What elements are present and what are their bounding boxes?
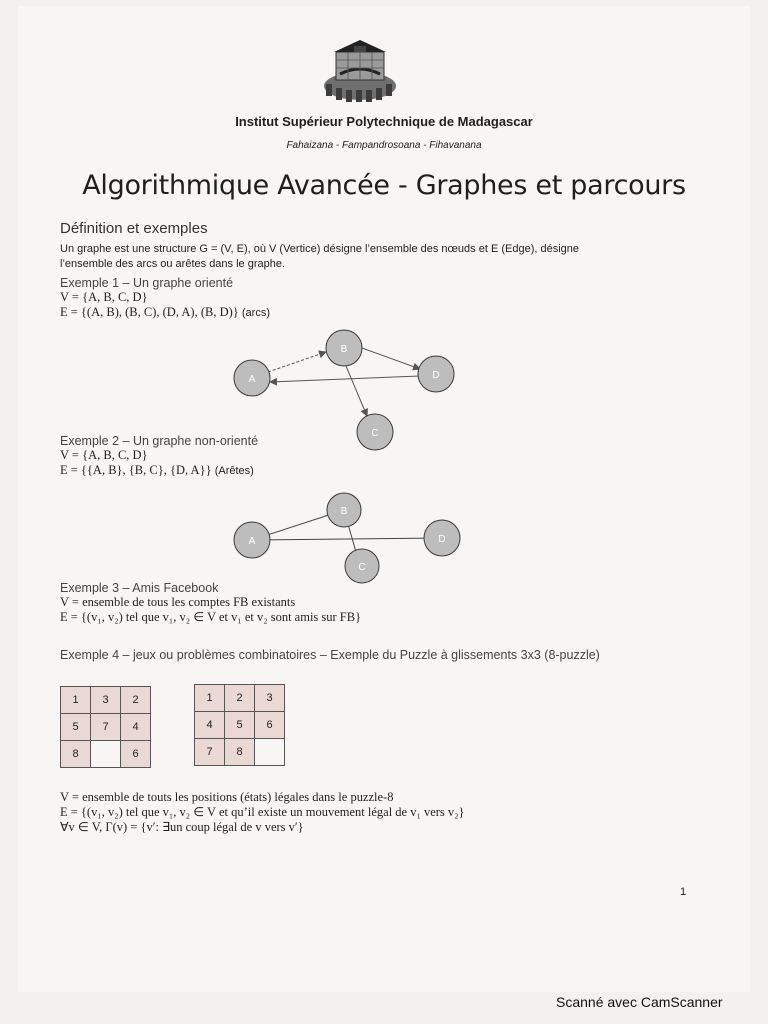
page-title: Algorithmique Avancée - Graphes et parcours (82, 170, 686, 201)
section-heading: Définition et exemples (60, 220, 208, 237)
example-1-label: Exemple 1 – Un graphe orienté (60, 276, 234, 290)
definition-line-1: Un graphe est une structure G = (V, E), où V (Vertice) désigne l’ensemble des nœuds et E (Edge), désigne (60, 243, 580, 255)
puzzle-cell: 2 (121, 687, 151, 714)
puzzle-cell: 6 (121, 741, 151, 768)
svg-text:B: B (340, 506, 348, 517)
example-2-edges-set: E = {{A, B}, {B, C}, {D, A}} (60, 463, 212, 477)
puzzle-empty-cell (255, 739, 285, 766)
example-1-vertices: V = {A, B, C, D} (60, 290, 148, 304)
example-1-edges (60, 305, 270, 321)
example-1-edges-set: E = {(A, B), (B, C), (D, A), (B, D)} (60, 305, 239, 319)
svg-text:D: D (438, 534, 446, 545)
definition-paragraph (60, 242, 700, 272)
institute-name: Institut Supérieur Polytechnique de Madagascar (235, 114, 533, 129)
edge-d-a (270, 376, 420, 382)
example-1-note: (arcs) (241, 307, 270, 319)
institute-motto: Fahaizana - Fampandrosoana - Fihavanana (286, 140, 482, 151)
puzzle-cell: 1 (195, 685, 225, 712)
edge-b-c (346, 366, 367, 416)
puzzle-cell: 6 (255, 712, 285, 739)
page-number: 1 (680, 886, 687, 898)
puzzle-empty-cell (91, 741, 121, 768)
puzzle-cell: 5 (225, 712, 255, 739)
example-2-edges (60, 463, 258, 479)
puzzle-cell: 1 (61, 687, 91, 714)
institute-logo (320, 38, 400, 104)
puzzle-cell: 8 (225, 739, 255, 766)
undirected-graph (220, 490, 470, 586)
scanner-watermark: Scanné avec CamScanner (556, 994, 723, 1010)
example-3-edges: E = {(v₁, v₂) tel que v₁, v₂ ∈ V et v₁ et v₂ sont amis sur FB} (60, 610, 362, 624)
svg-text:A: A (248, 374, 256, 385)
node-b (327, 493, 361, 527)
example-2-vertices: V = {A, B, C, D} (60, 448, 148, 462)
puzzle-goal-grid (194, 684, 285, 766)
svg-text:A: A (248, 536, 256, 547)
puzzle-start-grid (60, 686, 151, 768)
node-a (234, 522, 270, 558)
example-3 (60, 581, 361, 625)
puzzle-cell: 7 (195, 739, 225, 766)
node-a (234, 360, 270, 396)
node-c (345, 549, 379, 583)
example-4-edges: E = {(v₁, v₂) tel que v₁, v₂ ∈ V et qu’il existe un mouvement légal de v₁ vers v₂} (60, 805, 465, 819)
example-3-label: Exemple 3 – Amis Facebook (60, 581, 219, 595)
example-1 (60, 276, 270, 321)
svg-text:D: D (432, 370, 440, 381)
example-4-vertices: V = ensemble de touts les positions (états) légales dans le puzzle-8 (60, 790, 394, 804)
svg-text:C: C (371, 428, 379, 439)
puzzle-cell: 2 (225, 685, 255, 712)
definition-line-2: l’ensemble des arcs ou arêtes dans le graphe. (60, 258, 286, 270)
edge-a-b (268, 352, 326, 372)
example-4-label: Exemple 4 – jeux ou problèmes combinatoires – Exemple du Puzzle à glissements 3x3 (8-puzzle) (60, 648, 600, 662)
example-4-definitions (60, 790, 465, 835)
node-c (357, 414, 393, 450)
svg-text:C: C (358, 562, 366, 573)
node-b (326, 330, 362, 366)
example-2-note: (Arêtes) (214, 465, 254, 477)
edge-b-d (362, 348, 420, 369)
puzzle-cell: 3 (91, 687, 121, 714)
puzzle-cell: 5 (61, 714, 91, 741)
puzzle-cell: 3 (255, 685, 285, 712)
example-2-label: Exemple 2 – Un graphe non-orienté (60, 434, 259, 448)
node-d (424, 520, 460, 556)
svg-text:B: B (340, 344, 348, 355)
node-d (418, 356, 454, 392)
puzzle-cell: 8 (61, 741, 91, 768)
example-4-gamma: ∀v ∈ V, Γ(v) = {v′: ∃un coup légal de v vers v′} (60, 820, 304, 834)
puzzle-cell: 4 (195, 712, 225, 739)
edge-a-d (252, 538, 442, 540)
example-2 (60, 434, 258, 479)
puzzle-cell: 7 (91, 714, 121, 741)
puzzle-cell: 4 (121, 714, 151, 741)
example-3-vertices: V = ensemble de tous les comptes FB existants (60, 595, 296, 609)
